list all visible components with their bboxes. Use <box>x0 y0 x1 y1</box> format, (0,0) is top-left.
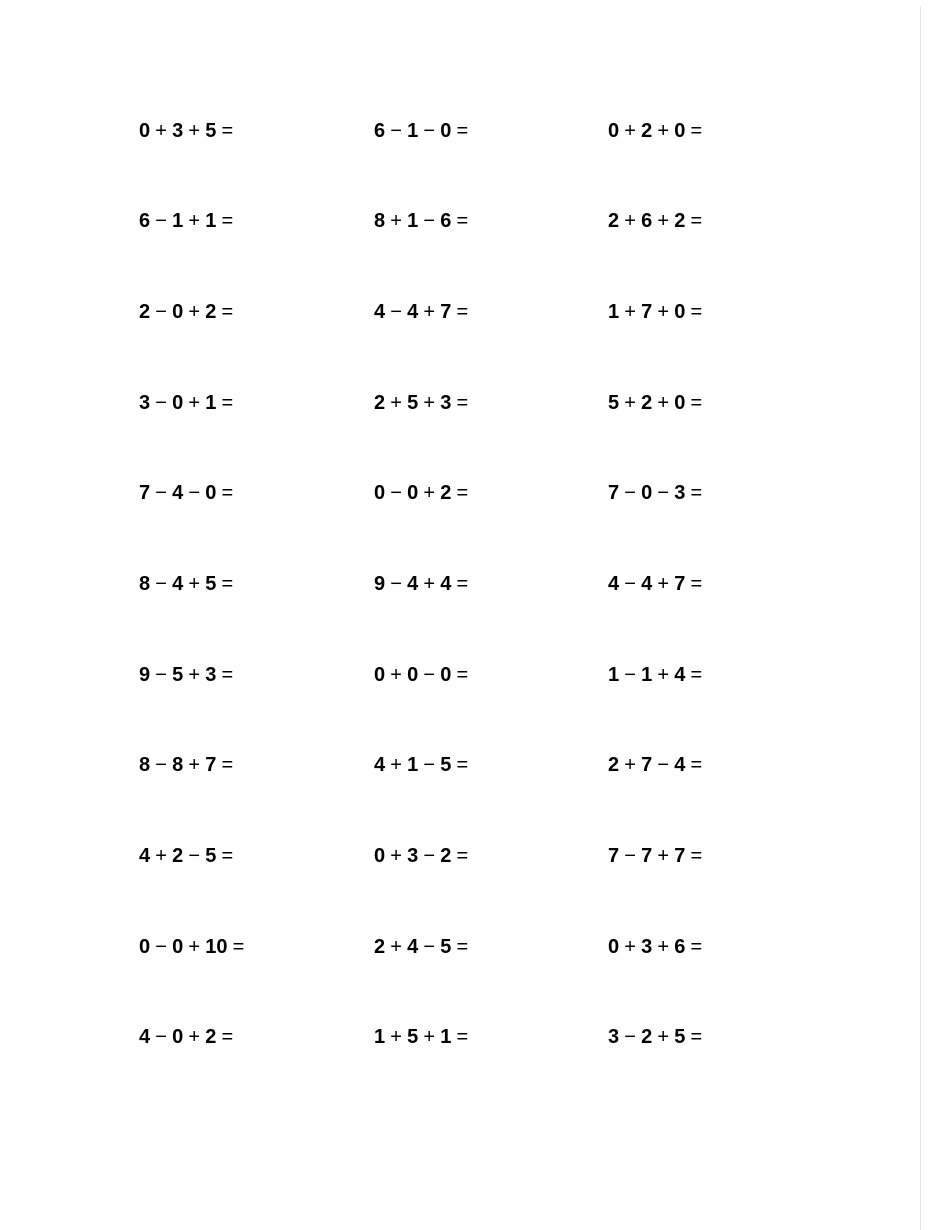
math-problem: 0 + 3 + 6 = <box>608 936 703 958</box>
problem-row <box>0 569 920 599</box>
problem-row <box>0 206 920 236</box>
math-problem: 7 − 4 − 0 = <box>139 482 234 504</box>
math-problem: 3 − 0 + 1 = <box>139 392 234 414</box>
math-problem: 1 + 5 + 1 = <box>374 1026 469 1048</box>
problem-row <box>0 750 920 780</box>
math-problem: 2 + 5 + 3 = <box>374 392 469 414</box>
problem-row <box>0 1022 920 1052</box>
math-problem: 0 − 0 + 2 = <box>374 482 469 504</box>
math-problem: 4 − 4 + 7 = <box>608 573 703 595</box>
math-problem: 0 + 0 − 0 = <box>374 664 469 686</box>
math-problem: 0 − 0 + 10 = <box>139 936 245 958</box>
math-problem: 6 − 1 − 0 = <box>374 120 469 142</box>
math-problem: 2 − 0 + 2 = <box>139 301 234 323</box>
math-problem: 1 − 1 + 4 = <box>608 664 703 686</box>
math-problem: 4 − 4 + 7 = <box>374 301 469 323</box>
math-problem: 4 + 1 − 5 = <box>374 754 469 776</box>
math-problem: 8 − 4 + 5 = <box>139 573 234 595</box>
math-problem: 2 + 4 − 5 = <box>374 936 469 958</box>
math-problem: 2 + 6 + 2 = <box>608 210 703 232</box>
math-problem: 5 + 2 + 0 = <box>608 392 703 414</box>
problem-row <box>0 116 920 146</box>
problem-row <box>0 297 920 327</box>
math-problem: 9 − 5 + 3 = <box>139 664 234 686</box>
math-problem: 1 + 7 + 0 = <box>608 301 703 323</box>
problem-row <box>0 478 920 508</box>
problem-row <box>0 932 920 962</box>
problem-row <box>0 388 920 418</box>
math-problem: 2 + 7 − 4 = <box>608 754 703 776</box>
math-problem: 4 + 2 − 5 = <box>139 845 234 867</box>
math-problem: 6 − 1 + 1 = <box>139 210 234 232</box>
math-problem: 0 + 3 + 5 = <box>139 120 234 142</box>
math-problem: 0 + 3 − 2 = <box>374 845 469 867</box>
math-problem: 8 − 8 + 7 = <box>139 754 234 776</box>
problem-row <box>0 660 920 690</box>
math-problem: 3 − 2 + 5 = <box>608 1026 703 1048</box>
problem-row <box>0 841 920 871</box>
math-problem: 8 + 1 − 6 = <box>374 210 469 232</box>
math-problem: 9 − 4 + 4 = <box>374 573 469 595</box>
math-problem: 7 − 7 + 7 = <box>608 845 703 867</box>
math-problem: 7 − 0 − 3 = <box>608 482 703 504</box>
math-problem: 4 − 0 + 2 = <box>139 1026 234 1048</box>
math-problem: 0 + 2 + 0 = <box>608 120 703 142</box>
